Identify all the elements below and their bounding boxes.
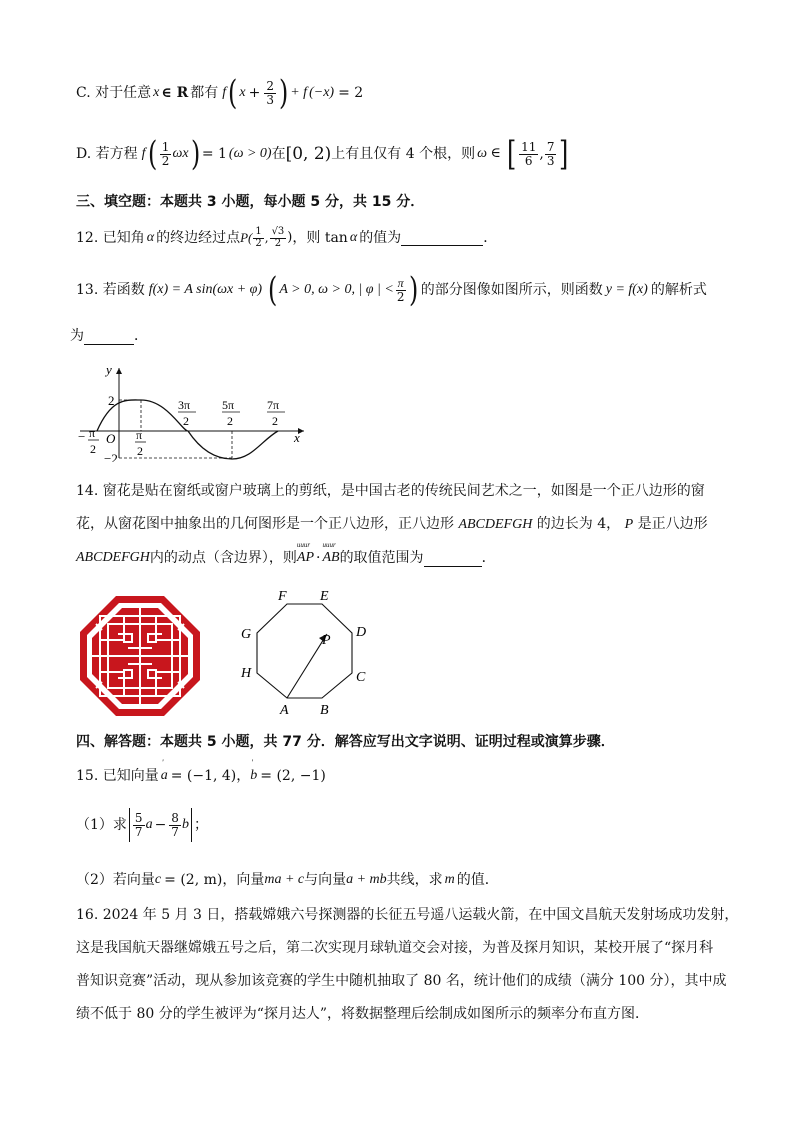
vertex-c: C [356,670,366,685]
point-p: P [322,633,331,648]
option-c-x: x [153,84,160,100]
vector-ab: uuur AB [322,550,339,567]
option-c-f: f [222,84,227,100]
section-3-title: 三、填空题：本题共 3 小题，每小题 5 分，共 15 分． [76,194,425,210]
sine-graph [72,362,312,462]
y-tick-neg2: −2 [104,451,118,462]
octagon-shape [257,604,352,698]
option-c-plus-f: + f [290,84,308,100]
x-tick-7pi: 7π [267,398,280,412]
x-tick-pi-two: 2 [137,444,143,458]
q16-line3: 普知识竞赛”活动，现从参加该竞赛的学生中随机抽取了 80 名，统计他们的成绩（满分 100 分），其中成 [76,973,727,989]
option-d-omega-in: ω ∈ [477,145,501,161]
right-bracket: ] [559,134,569,174]
q13-text1: 的部分图像如图所示，则函数 [420,281,603,298]
origin-label: O [106,431,116,446]
option-d-f: f [141,145,146,161]
x-tick-neg-two: 2 [90,442,96,456]
x-tick-3pi-two: 2 [183,414,189,428]
vertex-d: D [356,625,367,640]
option-d-interval: [0, 2) [285,143,332,164]
q13-line2: 为 ． [70,328,148,344]
vertex-h: H [241,666,252,681]
x-tick-3pi: 3π [178,398,191,412]
y-tick-2: 2 [108,393,115,408]
q15-part2: （2）若向量 c = (2, m) ，向量 ma + c 与向量 a + mb 共线，求 m 的值． [76,872,499,888]
q12-frac1: $\frac{1}{2}$ [255,226,262,249]
fraction-upper-bound: $\frac{7}{3}$ [546,139,555,168]
q14-line1: 14. 窗花是贴在窗纸或窗户玻璃上的剪纸，是中国古老的传统民间艺术之一，如图是一个正八边形的窗 [76,483,705,499]
x-label: x [294,430,300,445]
q14-line3: ABCDEFGH 内的动点（含边界），则 uuur AP · uuur AB 的取值范围为 ． [76,550,496,567]
option-c-prefix: C. 对于任意 [76,84,152,101]
vector-ap-arrow [287,634,327,698]
window-flower-image [78,594,202,718]
fraction-lower-bound: $\frac{11}{6}$ [521,139,537,168]
vertex-b: B [320,703,329,718]
vertex-g: G [241,627,252,642]
vector-b: ' b [250,758,258,783]
right-paren: ) [409,270,419,310]
option-d-omega-x: ωx [172,145,189,161]
x-tick-5pi: 5π [222,398,235,412]
q12-point: P( [240,230,253,246]
left-bracket: [ [506,134,517,174]
option-d-cond: (ω > 0) [228,145,272,161]
question-12: 12. 已知角 α 的终边经过点 P( $\frac{1}{2}$ , $\frac{√3}{2}$ ) ，则 tan α 的值为 ． [76,226,498,249]
vertex-f: F [278,589,287,604]
vertex-e: E [320,589,329,604]
option-c-in-r: ∈ R [161,84,189,101]
option-d-eq1: = 1 [201,145,227,162]
q16-line1: 16. 2024 年 5 月 3 日，搭载嫦娥六号探测器的长征五号遥八运载火箭，在中国文昌航天发射场成功发射， [76,907,739,923]
q13-text2: 的解析式 [650,281,707,298]
vector-ap: uuur AP [297,550,314,567]
left-paren: ( [228,73,238,113]
q12-frac2: $\frac{√3}{2}$ [271,226,285,249]
right-paren: ) [278,73,289,113]
x-tick-pi: π [136,428,143,442]
fraction-two-thirds: $\frac{2}{3}$ [266,78,274,107]
section-4-title: 四、解答题：本题共 5 小题，共 77 分．解答应写出文字说明、证明过程或演算步骤． [76,734,615,750]
q13-yfx: y = f(x) [605,281,648,297]
q12-text3: 的值为 [359,229,402,246]
fraction-one-half: $\frac{1}{2}$ [161,139,170,168]
vector-a: ' a [160,758,168,783]
y-label: y [106,362,112,377]
q16-line2: 这是我国航天器继嫦娥五号之后，第二次实现月球轨道交会对接，为普及探月知识，某校开展了“探月科 [76,940,714,956]
left-paren: ( [147,134,157,174]
q16-line4: 绩不低于 80 分的学生被评为“探月达人”，将数据整理后绘制成如图所示的频率分布直方图． [76,1006,650,1022]
x-tick-neg-sign: − [78,429,86,444]
q13-cond: A > 0, ω > 0, | φ | < [279,281,394,297]
q12-alpha: α [146,229,155,245]
q13-answer-blank[interactable] [84,330,134,345]
q12-num: 12. 已知角 [76,229,145,246]
x-tick-7pi-two: 2 [272,414,278,428]
q14-answer-blank[interactable] [424,552,482,567]
option-c-x2: x [239,84,246,100]
q12-answer-blank[interactable] [401,231,483,246]
option-d: D. 若方程 f ( $\frac{1}{2}$ ωx ) = 1 (ω > 0) 在 [0, 2) 上有且仅有 4 个根，则 ω ∈ [ $\frac{11}{6}$ , $\frac{7}{3}$ ] [76,134,569,174]
q12-text1: 的终边经过点 [156,229,241,246]
q12-text2: ，则 tan [292,229,348,246]
option-c-equals: = 2 [338,84,364,101]
q13-pi-over-2: $\frac{\pi}{2}$ [396,275,405,304]
left-paren: ( [268,270,278,310]
option-d-prefix: D. 若方程 [76,145,138,162]
q14-line2: 花，从窗花图中抽象出的几何图形是一个正八边形，正八边形 ABCDEFGH 的边长为 4， P 是正八边形 [76,516,708,532]
x-tick-neg-pi: π [89,426,96,440]
x-tick-5pi-two: 2 [227,414,233,428]
q13-func: f(x) = A sin(ωx + φ) [148,281,263,297]
octagon-diagram [232,586,382,722]
option-d-mid: 上有且仅有 4 个根，则 [331,145,476,162]
q13-num: 13. 若函数 [76,281,145,298]
right-paren: ) [190,134,200,174]
option-c-neg-x: (−x) [309,84,335,100]
option-d-in: 在 [271,145,286,162]
vertex-a: A [280,703,289,718]
q15-part1: （1）求 $\frac{5}{7}$ a − $\frac{8}{7}$ b ； [76,805,208,845]
option-c-suffix: 都有 [190,84,219,101]
frac-8-7: $\frac{8}{7}$ [171,810,179,839]
frac-5-7: $\frac{5}{7}$ [134,810,143,839]
question-13 [76,270,707,310]
q15-stem: 15. 已知向量 ' a = (−1, 4) ， ' b = (2, −1) [76,758,326,784]
option-c: C. 对于任意 x ∈ R 都有 f ( x + $\frac{2}{3}$ ) + f (−x) = 2 [76,73,364,113]
